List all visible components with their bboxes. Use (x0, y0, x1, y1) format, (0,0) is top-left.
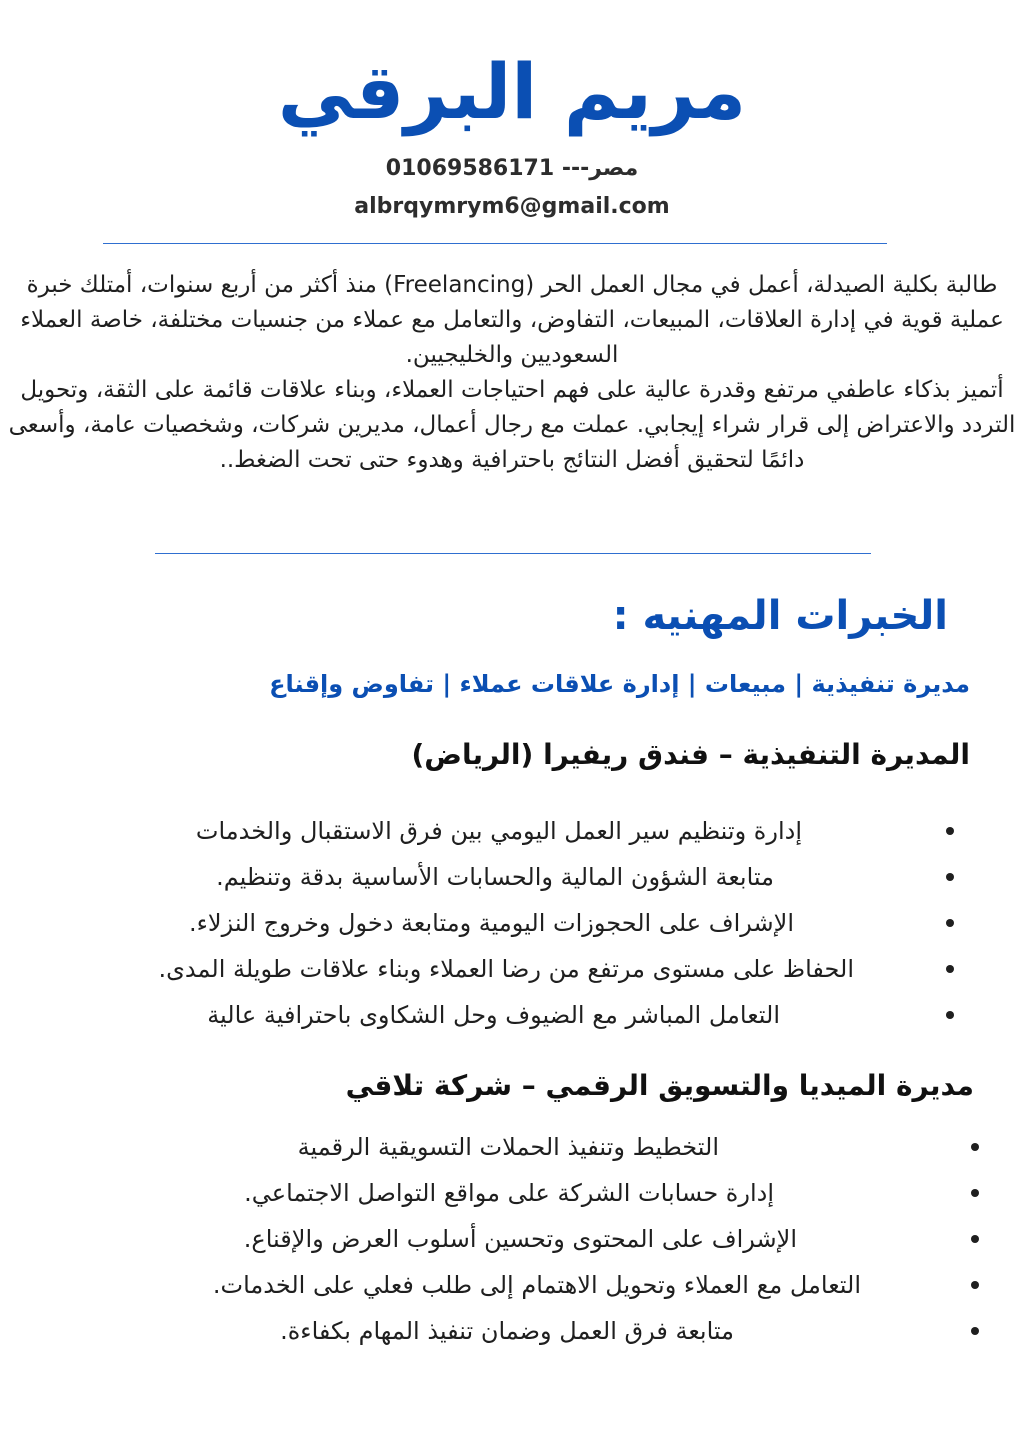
bullet-text: متابعة فرق العمل وضمان تنفيذ المهام بكفاءة. (280, 1317, 734, 1345)
bullet-text: الحفاظ على مستوى مرتفع من رضا العملاء وبناء علاقات طويلة المدى. (158, 955, 854, 983)
bullet-text: التعامل مع العملاء وتحويل الاهتمام إلى طلب فعلي على الخدمات. (212, 1271, 861, 1299)
list-item (0, 992, 954, 1038)
bullet-text: التخطيط وتنفيذ الحملات التسويقية الرقمية (297, 1133, 719, 1161)
list-item (0, 946, 954, 992)
job-hotel-bullets (0, 808, 954, 1038)
bullet-icon (946, 919, 954, 927)
contact-phone: مصر--- 01069586171 (385, 156, 639, 181)
bullet-text: إدارة وتنظيم سير العمل اليومي بين فرق الاستقبال والخدمات (195, 817, 802, 845)
bullet-icon (971, 1143, 979, 1151)
bullet-text: متابعة الشؤون المالية والحسابات الأساسية بدقة وتنظيم. (216, 863, 774, 891)
resume-name: مريم البرقي (277, 47, 747, 136)
list-item (0, 808, 954, 854)
summary-paragraph-1: طالبة بكلية الصيدلة، أعمل في مجال العمل الحر (Freelancing) منذ أكثر من أربع سنوات، أمتلك خبرة عملية قوية في إدارة العلاقات، المبيعات، التفاوض، والتعامل مع عملاء من جنسيات مختلفة، خاصة العملاء السعوديين والخليجيين. (20, 272, 1004, 368)
bullet-text: الإشراف على المحتوى وتحسين أسلوب العرض والإقناع. (243, 1225, 797, 1253)
list-item (9, 1170, 979, 1216)
job-title-hotel: المديرة التنفيذية – فندق ريفيرا (الرياض) (411, 738, 970, 771)
summary-paragraph-2: أتميز بذكاء عاطفي مرتفع وقدرة عالية على فهم احتياجات العملاء، وبناء علاقات قائمة على الثقة، وتحويل التردد والاعتراض إلى قرار شراء إيجابي. عملت مع رجال أعمال، مديرين شركات، وشخصيات عامة، وأسعى دائمًا لتحقيق أفضل النتائج باحترافية وهدوء حتى تحت الضغط.. (8, 377, 1016, 473)
list-item (0, 854, 954, 900)
list-item (9, 1262, 979, 1308)
profile-summary (8, 268, 1016, 478)
bullet-text: الإشراف على الحجوزات اليومية ومتابعة دخول وخروج النزلاء. (188, 909, 794, 937)
job-title-media: مديرة الميديا والتسويق الرقمي – شركة تلاقي (345, 1069, 974, 1102)
experience-subtitle: مديرة تنفيذية | مبيعات | إدارة علاقات عملاء | تفاوض وإقناع (269, 670, 970, 698)
contact-email: albrqymrym6@gmail.com (354, 194, 670, 219)
bullet-text: التعامل المباشر مع الضيوف وحل الشكاوى باحترافية عالية (207, 1001, 780, 1029)
bullet-text: إدارة حسابات الشركة على مواقع التواصل الاجتماعي. (244, 1179, 774, 1207)
header-divider (103, 243, 887, 244)
bullet-icon (971, 1189, 979, 1197)
bullet-icon (971, 1235, 979, 1243)
list-item (0, 900, 954, 946)
bullet-icon (971, 1281, 979, 1289)
summary-divider (155, 553, 871, 554)
experience-section-title: الخبرات المهنيه : (612, 593, 948, 639)
bullet-icon (946, 873, 954, 881)
list-item (9, 1308, 979, 1354)
job-media-bullets (9, 1124, 979, 1354)
bullet-icon (946, 827, 954, 835)
bullet-icon (946, 1011, 954, 1019)
list-item (9, 1124, 979, 1170)
bullet-icon (946, 965, 954, 973)
list-item (9, 1216, 979, 1262)
bullet-icon (971, 1327, 979, 1335)
